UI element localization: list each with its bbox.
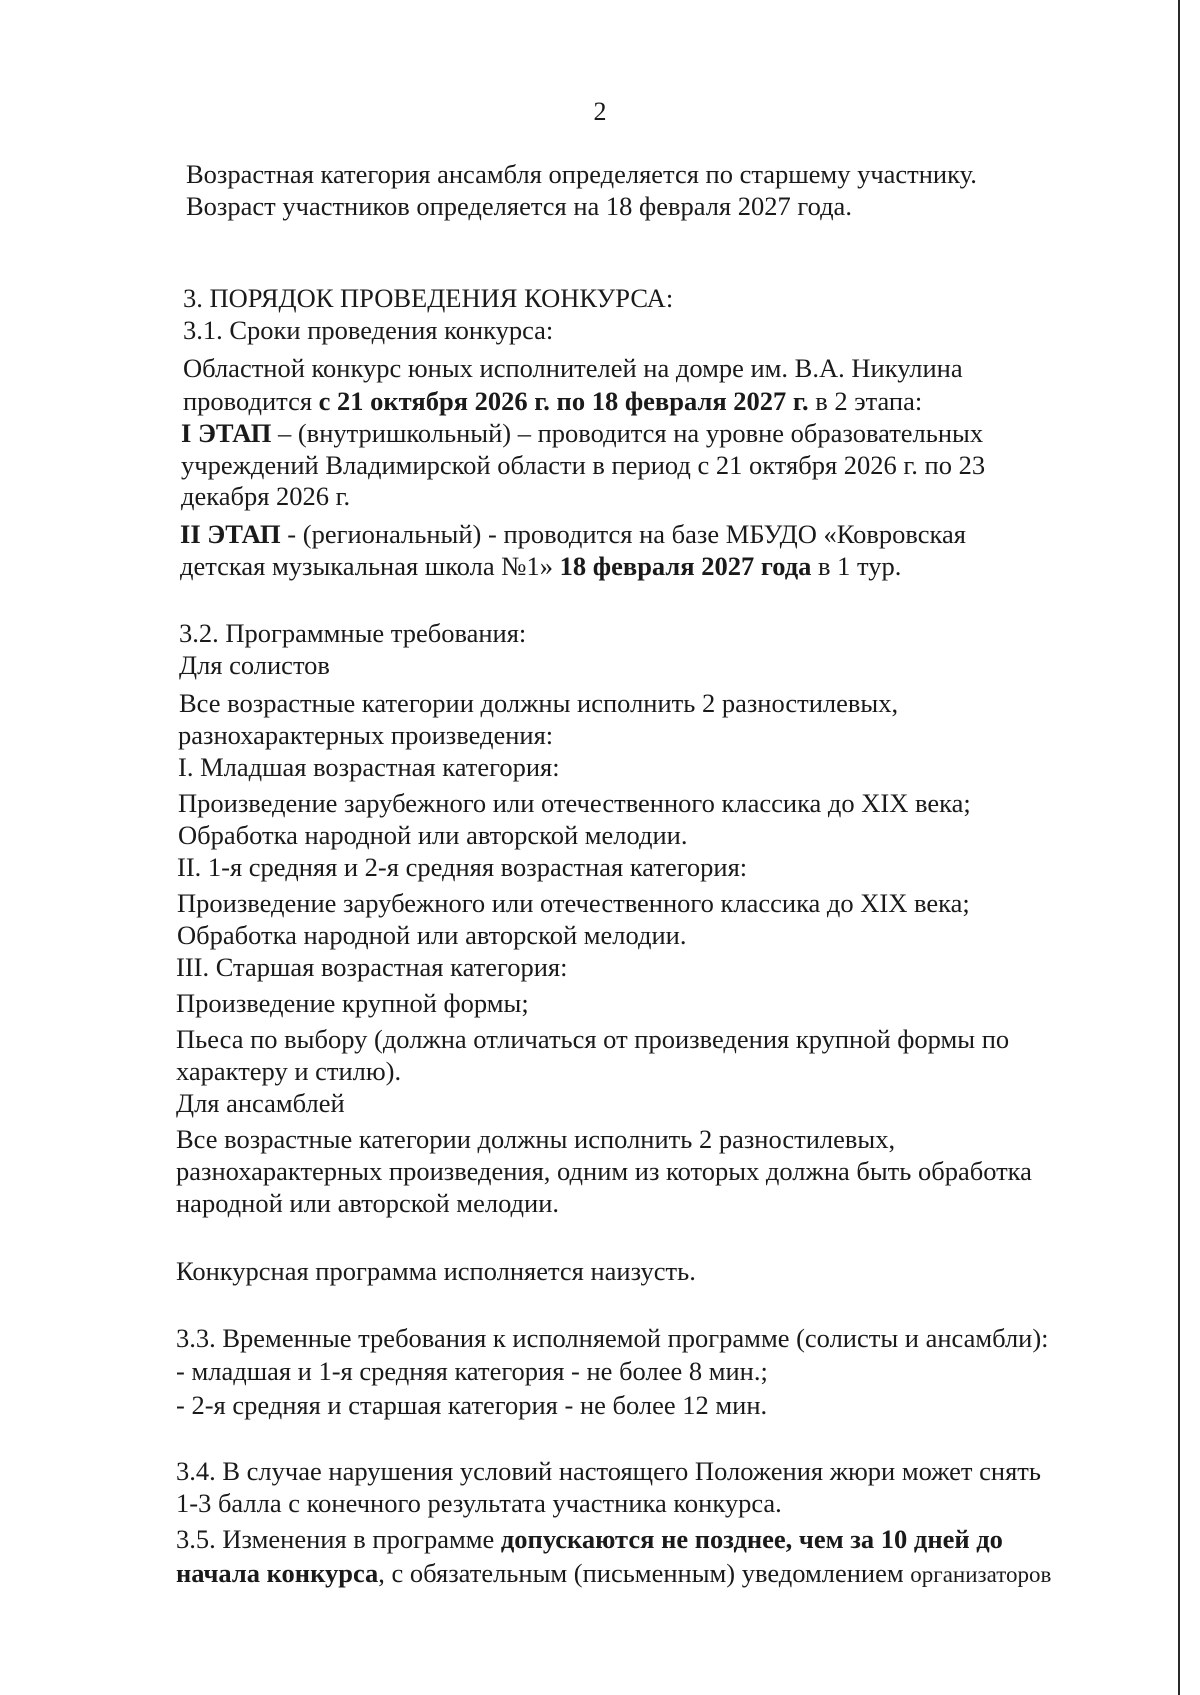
subsection-3-5-line: 3.5. Изменения в программе допускаются не позднее, чем за 10 дней до — [176, 1524, 1003, 1554]
time-limit-line: - младшая и 1-я средняя категория - не более 8 мин.; — [176, 1356, 768, 1386]
paragraph-line: начала конкурса, с обязательным (письменным) уведомлением организаторов — [176, 1558, 1052, 1588]
paragraph-line: Произведение зарубежного или отечественного классика до XIX века; — [177, 888, 970, 918]
paragraph-line: декабря 2026 г. — [181, 481, 351, 511]
category-heading: III. Старшая возрастная категория: — [176, 952, 568, 982]
paragraph-line: Все возрастные категории должны исполнить 2 разностилевых, — [176, 1124, 896, 1154]
category-heading: I. Младшая возрастная категория: — [178, 752, 560, 782]
subsection-3-1-title: 3.1. Сроки проведения конкурса: — [183, 315, 554, 345]
paragraph-line: Обработка народной или авторской мелодии. — [178, 820, 688, 850]
age-date-line: Возраст участников определяется на 18 февраля 2027 года. — [186, 191, 852, 221]
paragraph-line: Произведение крупной формы; — [176, 988, 529, 1018]
stage-2-line: II ЭТАП - (региональный) - проводится на базе МБУДО «Ковровская — [180, 519, 966, 549]
soloists-heading: Для солистов — [179, 650, 330, 680]
paragraph-line: учреждений Владимирской области в период с 21 октября 2026 г. по 23 — [181, 450, 986, 480]
paragraph-line: Все возрастные категории должны исполнить 2 разностилевых, — [179, 688, 899, 718]
section-heading: 3. ПОРЯДОК ПРОВЕДЕНИЯ КОНКУРСА: — [183, 283, 674, 313]
stage-1-line: I ЭТАП – (внутришкольный) – проводится на уровне образовательных — [181, 418, 984, 448]
paragraph-line: 1-3 балла с конечного результата участника конкурса. — [176, 1488, 782, 1518]
memory-note: Конкурсная программа исполняется наизусть. — [176, 1256, 696, 1286]
paragraph-line: Обработка народной или авторской мелодии. — [177, 920, 687, 950]
paragraph-line: народной или авторской мелодии. — [176, 1188, 560, 1218]
subsection-3-4-line: 3.4. В случае нарушения условий настоящего Положения жюри может снять — [176, 1456, 1041, 1486]
paragraph-line: проводится с 21 октября 2026 г. по 18 февраля 2027 г. в 2 этапа: — [183, 386, 923, 416]
category-heading: II. 1-я средняя и 2-я средняя возрастная категория: — [177, 852, 748, 882]
subsection-3-2-title: 3.2. Программные требования: — [179, 618, 527, 648]
page-edge-line — [1178, 0, 1180, 1695]
page-number: 2 — [593, 97, 607, 126]
age-ensemble-line: Возрастная категория ансамбля определяется по старшему участнику. — [186, 159, 977, 189]
subsection-3-3-title: 3.3. Временные требования к исполняемой программе (солисты и ансамбли): — [176, 1323, 1049, 1353]
paragraph-line: Произведение зарубежного или отечественного классика до XIX века; — [178, 788, 971, 818]
ensembles-heading: Для ансамблей — [176, 1088, 345, 1118]
paragraph-line: Пьеса по выбору (должна отличаться от произведения крупной формы по — [176, 1024, 1010, 1054]
time-limit-line: - 2-я средняя и старшая категория - не более 12 мин. — [176, 1390, 768, 1420]
paragraph-line: детская музыкальная школа №1» 18 февраля 2027 года в 1 тур. — [180, 551, 902, 581]
paragraph-line: разнохарактерных произведения, одним из которых должна быть обработка — [176, 1156, 1032, 1186]
paragraph-line: характеру и стилю). — [176, 1056, 402, 1086]
paragraph-line: Областной конкурс юных исполнителей на домре им. В.А. Никулина — [183, 353, 963, 383]
paragraph-line: разнохарактерных произведения: — [178, 720, 554, 750]
